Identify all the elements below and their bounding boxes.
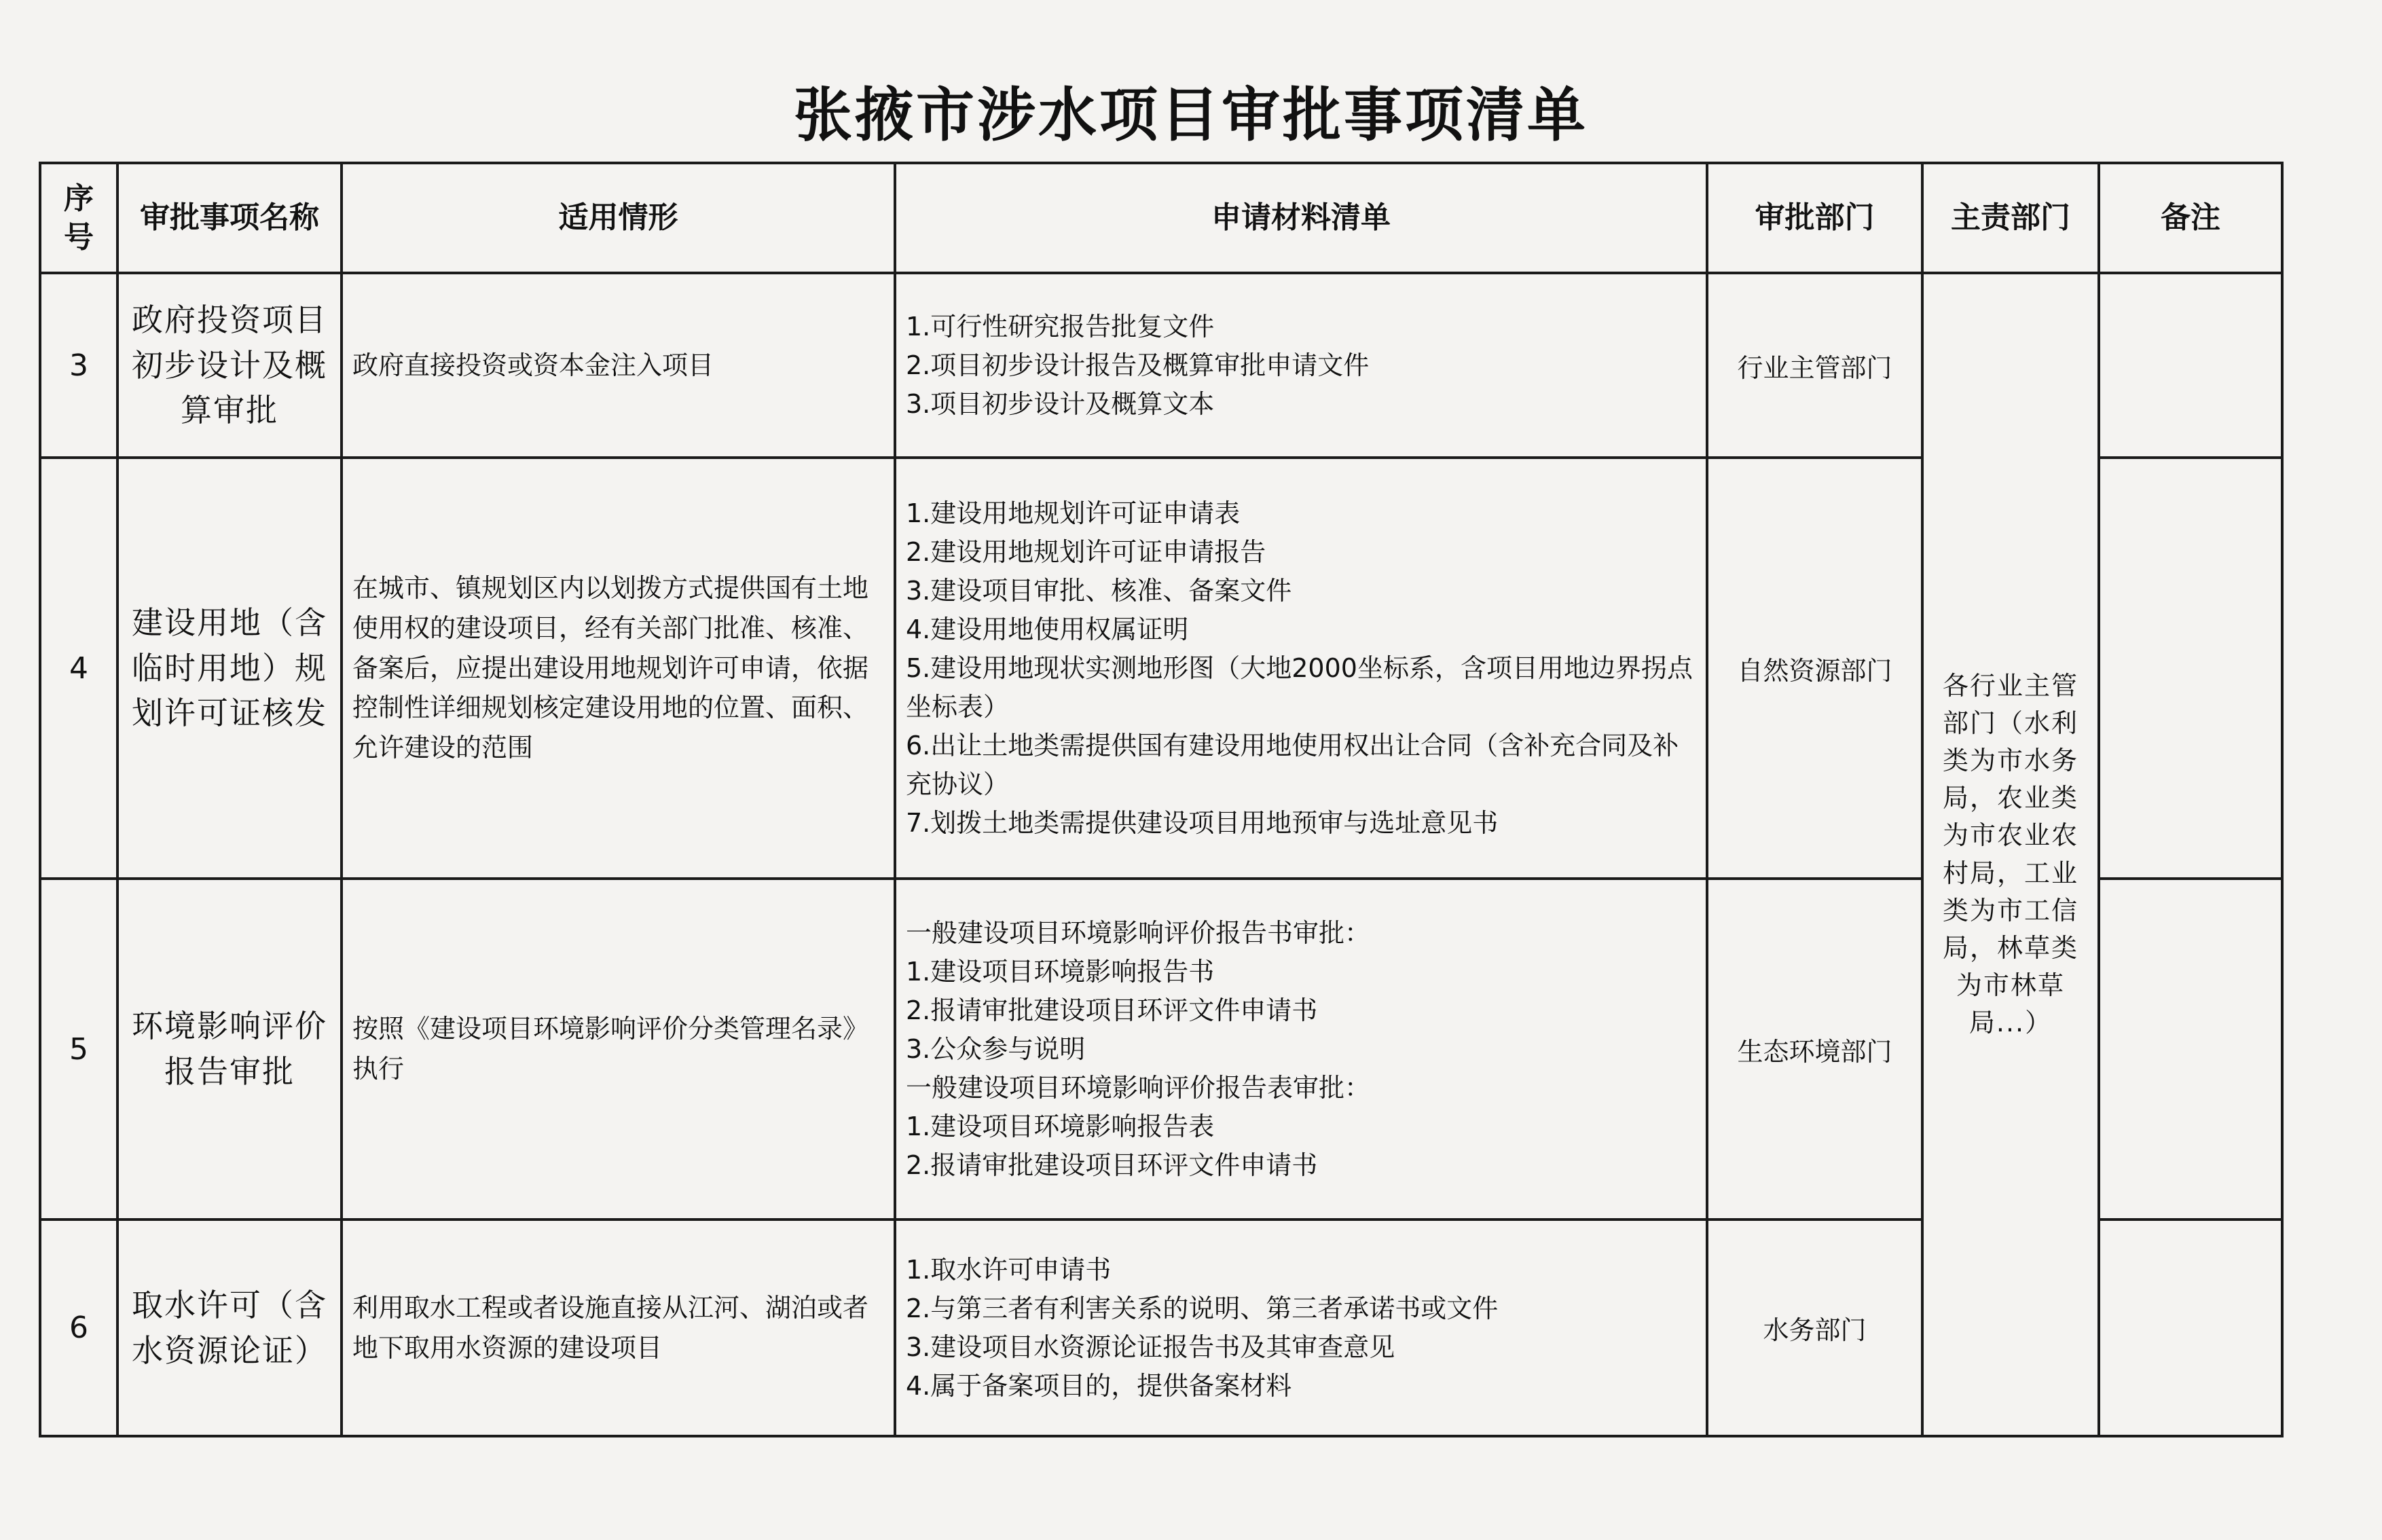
row-dept: 生态环境部门 — [1707, 879, 1922, 1220]
row-dept: 行业主管部门 — [1707, 273, 1922, 458]
row-note — [2099, 1220, 2282, 1436]
row-materials — [895, 879, 1707, 1220]
material-item: 2.报请审批建设项目环评文件申请书 — [906, 995, 1318, 1025]
material-item: 3.公众参与说明 — [906, 1033, 1086, 1064]
material-item: 1.建设用地规划许可证申请表 — [906, 498, 1241, 528]
row-name: 环境影响评价报告审批 — [117, 879, 342, 1220]
material-item: 2.建设用地规划许可证申请报告 — [906, 536, 1266, 567]
row-condition: 利用取水工程或者设施直接从江河、湖泊或者地下取用水资源的建设项目 — [342, 1220, 895, 1436]
row-dept: 水务部门 — [1707, 1220, 1922, 1436]
material-item: 1.建设项目环境影响报告表 — [906, 1111, 1215, 1141]
material-item: 2.报请审批建设项目环评文件申请书 — [906, 1150, 1318, 1180]
material-item: 7.划拨土地类需提供建设项目用地预审与选址意见书 — [906, 807, 1499, 838]
row-no: 5 — [40, 879, 117, 1220]
row-condition: 在城市、镇规划区内以划拨方式提供国有土地使用权的建设项目，经有关部门批准、核准、备案后，应提出建设用地规划许可申请，依据控制性详细规划核定建设用地的位置、面积、允许建设的范围 — [342, 458, 895, 879]
material-item: 3.建设项目水资源论证报告书及其审查意见 — [906, 1332, 1395, 1362]
row-no: 6 — [40, 1220, 117, 1436]
row-note — [2099, 273, 2282, 458]
row-materials — [895, 458, 1707, 879]
row-condition: 政府直接投资或资本金注入项目 — [342, 273, 895, 458]
row-no: 3 — [40, 273, 117, 458]
material-item: 一般建设项目环境影响评价报告表审批： — [906, 1072, 1371, 1103]
header-materials: 申请材料清单 — [895, 163, 1707, 273]
header-lead: 主责部门 — [1922, 163, 2099, 273]
header-condition: 适用情形 — [342, 163, 895, 273]
header-note: 备注 — [2099, 163, 2282, 273]
row-dept: 自然资源部门 — [1707, 458, 1922, 879]
material-item: 3.项目初步设计及概算文本 — [906, 388, 1215, 419]
header-row — [40, 163, 2282, 273]
material-item: 4.建设用地使用权属证明 — [906, 614, 1189, 644]
material-item: 2.项目初步设计报告及概算审批申请文件 — [906, 350, 1370, 380]
page-title: 张掖市涉水项目审批事项清单 — [794, 81, 1588, 149]
material-item: 1.建设项目环境影响报告书 — [906, 956, 1215, 987]
row-note — [2099, 458, 2282, 879]
material-item: 一般建设项目环境影响评价报告书审批： — [906, 917, 1371, 948]
row-materials — [895, 273, 1707, 458]
row-note — [2099, 879, 2282, 1220]
header-name: 审批事项名称 — [117, 163, 342, 273]
row-materials — [895, 1220, 1707, 1436]
lead-dept: 各行业主管部门（水利类为市水务局，农业类为市农业农村局，工业类为市工信局，林草类为市林草局...） — [1922, 273, 2099, 1436]
row-name: 取水许可（含水资源论证） — [117, 1220, 342, 1436]
row-name: 建设用地（含临时用地）规划许可证核发 — [117, 458, 342, 879]
row-name: 政府投资项目初步设计及概算审批 — [117, 273, 342, 458]
material-item: 2.与第三者有利害关系的说明、第三者承诺书或文件 — [906, 1293, 1499, 1323]
material-item: 5.建设用地现状实测地形图（大地2000坐标系，含项目用地边界拐点坐标表） — [906, 653, 1693, 722]
material-item: 6.出让土地类需提供国有建设用地使用权出让合同（含补充合同及补充协议） — [906, 730, 1679, 799]
material-item: 1.可行性研究报告批复文件 — [906, 311, 1215, 342]
header-no: 序号 — [40, 163, 117, 273]
material-item: 3.建设项目审批、核准、备案文件 — [906, 575, 1292, 606]
header-dept: 审批部门 — [1707, 163, 1922, 273]
material-item: 1.取水许可申请书 — [906, 1254, 1112, 1285]
row-no: 4 — [40, 458, 117, 879]
material-item: 4.属于备案项目的，提供备案材料 — [906, 1370, 1292, 1401]
approval-table — [39, 162, 2284, 1437]
table-row — [40, 273, 2282, 458]
row-condition: 按照《建设项目环境影响评价分类管理名录》执行 — [342, 879, 895, 1220]
